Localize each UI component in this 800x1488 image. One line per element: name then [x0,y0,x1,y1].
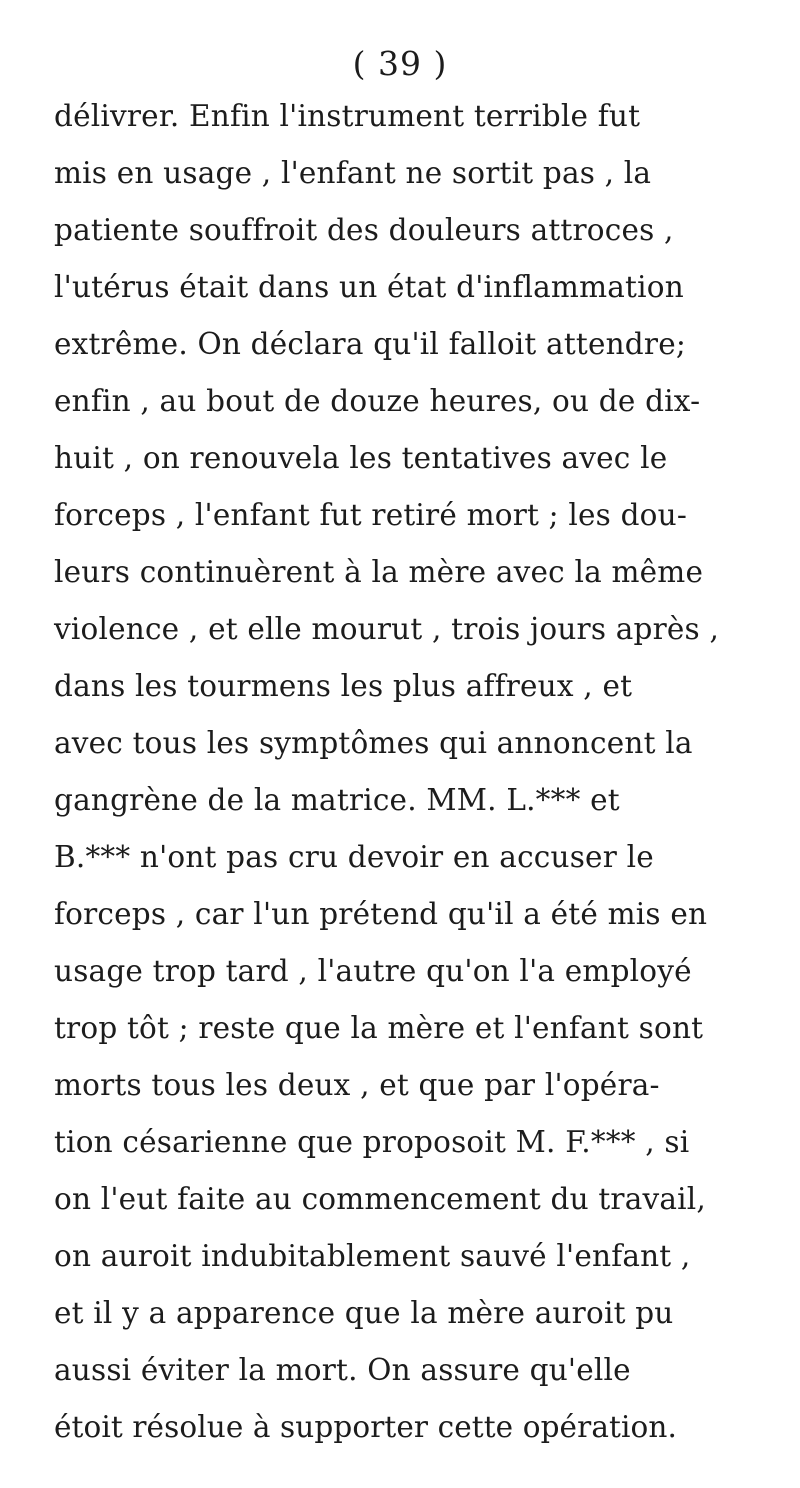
body-text [54,88,790,1456]
page-number: ( 39 ) [352,44,448,83]
text-line: étoit résolue à supporter cette opération. [54,1410,677,1444]
text-line: patiente souffroit des douleurs attroces , [54,213,674,247]
text-line: délivrer. Enfin l'instrument terrible fut [54,99,641,133]
text-line: trop tôt ; reste que la mère et l'enfant sont [54,1011,704,1045]
text-line: forceps , car l'un prétend qu'il a été mis en [54,897,708,931]
text-line: aussi éviter la mort. On assure qu'elle [54,1353,631,1387]
text-line: l'utérus était dans un état d'inflammation [54,270,684,304]
text-line: huit , on renouvela les tentatives avec le [54,441,668,475]
text-line: et il y a apparence que la mère auroit pu [54,1296,674,1330]
text-line: on l'eut faite au commencement du travail, [54,1182,706,1216]
text-line: tion césarienne que proposoit M. F.*** , si [54,1125,690,1159]
text-line: on auroit indubitablement sauvé l'enfant , [54,1239,691,1273]
text-line: usage trop tard , l'autre qu'on l'a employé [54,954,692,988]
text-line: enfin , au bout de douze heures, ou de dix- [54,384,701,418]
text-line: forceps , l'enfant fut retiré mort ; les dou- [54,498,687,532]
text-line: extrême. On déclara qu'il falloit attendre; [54,327,686,361]
text-line: B.*** n'ont pas cru devoir en accuser le [54,840,654,874]
text-line: leurs continuèrent à la mère avec la même [54,555,704,589]
text-line: gangrène de la matrice. MM. L.*** et [54,783,620,817]
text-line: violence , et elle mourut , trois jours après , [54,612,720,646]
text-line: morts tous les deux , et que par l'opéra- [54,1068,660,1102]
text-line: mis en usage , l'enfant ne sortit pas , la [54,156,652,190]
text-line: avec tous les symptômes qui annoncent la [54,726,693,760]
text-line: dans les tourmens les plus affreux , et [54,669,633,703]
